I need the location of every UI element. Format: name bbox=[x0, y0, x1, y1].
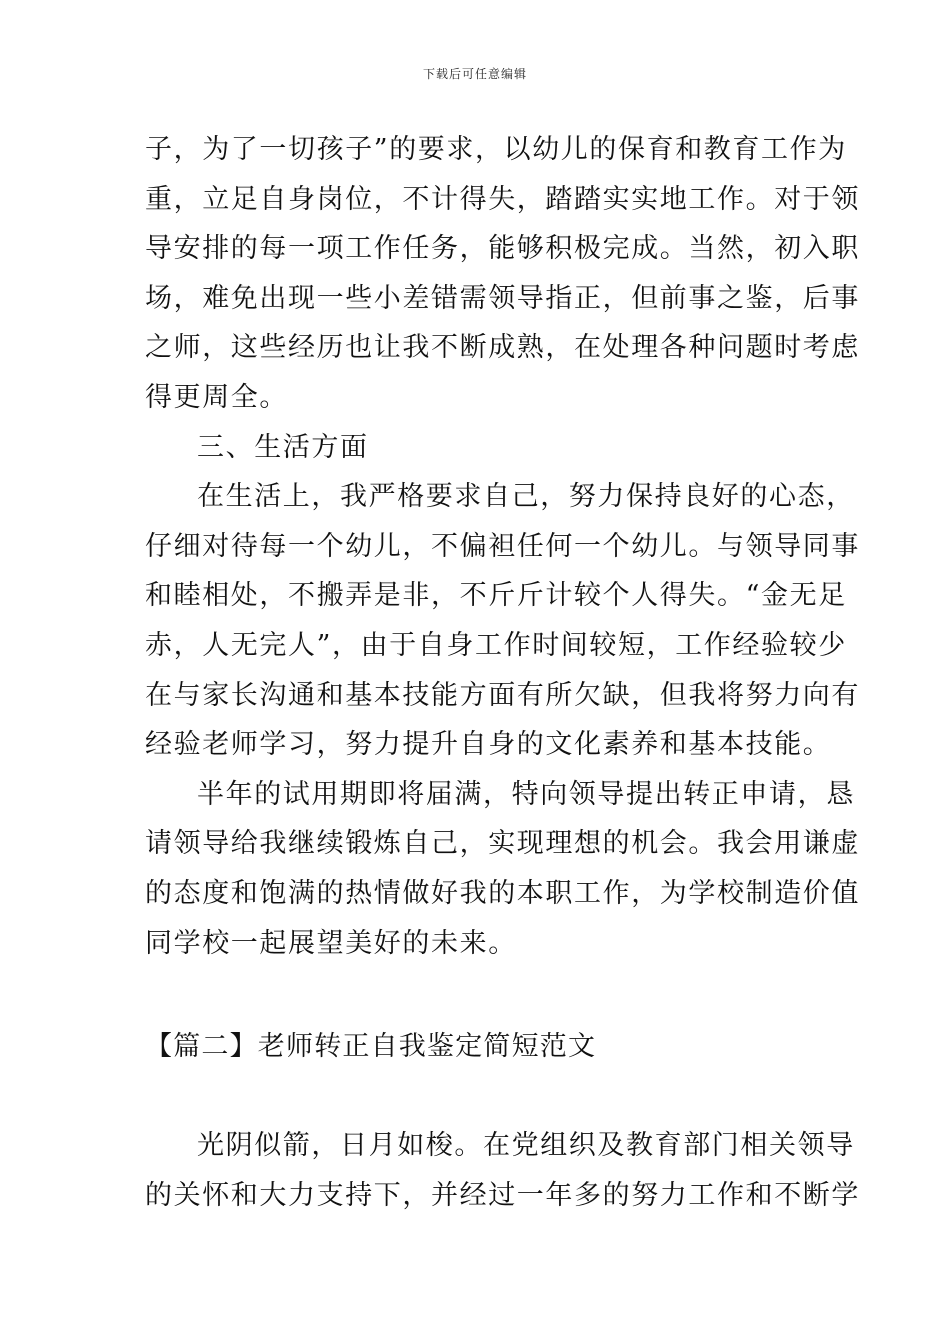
text-line: 经验老师学习，努力提升自身的文化素养和基本技能。 bbox=[145, 729, 832, 761]
text-line: 光阴似箭，日月如梭。在党组织及教育部门相关领导 bbox=[197, 1130, 855, 1161]
text-line: 仔细对待每一个幼儿，不偏袒任何一个幼儿。与领导同事 bbox=[145, 530, 860, 562]
text-line: 得更周全。 bbox=[145, 381, 288, 413]
paragraph-article-2-intro bbox=[145, 1121, 860, 1220]
text-line: 赤，人无完人”，由于自身工作时间较短，工作经验较少 bbox=[145, 629, 847, 661]
text-line: 重，立足自身岗位，不计得失，踏踏实实地工作。对于领 bbox=[145, 183, 860, 215]
paragraph-life bbox=[145, 472, 860, 770]
page-header: 下载后可任意编辑 bbox=[422, 67, 527, 81]
text-line: 在与家长沟通和基本技能方面有所欠缺，但我将努力向有 bbox=[145, 679, 860, 711]
text-line: 请领导给我继续锻炼自己，实现理想的机会。我会用谦虚 bbox=[145, 828, 860, 860]
text-line: 和睦相处，不搬弄是非，不斤斤计较个人得失。“金无足 bbox=[145, 580, 847, 612]
document-body bbox=[145, 125, 860, 968]
text-line: 导安排的每一项工作任务，能够积极完成。当然，初入职 bbox=[145, 233, 860, 265]
text-line: 场，难免出现一些小差错需领导指正，但前事之鉴，后事 bbox=[145, 282, 860, 314]
article-title: 【篇二】老师转正自我鉴定简短范文 bbox=[145, 1031, 597, 1062]
text-line: 子，为了一切孩子”的要求，以幼儿的保育和教育工作为 bbox=[145, 134, 847, 165]
text-line: 的态度和饱满的热情做好我的本职工作，为学校制造价值 bbox=[145, 877, 860, 909]
text-line: 的关怀和大力支持下，并经过一年多的努力工作和不断学 bbox=[145, 1179, 860, 1211]
section-heading-life: 三、生活方面 bbox=[197, 431, 369, 463]
text-line: 半年的试用期即将届满，特向领导提出转正申请，恳 bbox=[197, 778, 855, 810]
document-body-article-2 bbox=[145, 1121, 860, 1220]
text-line: 同学校一起展望美好的未来。 bbox=[145, 927, 517, 959]
paragraph-work-continued bbox=[145, 125, 860, 423]
text-line: 在生活上，我严格要求自己，努力保持良好的心态， bbox=[197, 481, 855, 513]
paragraph-conclusion bbox=[145, 770, 860, 968]
text-line: 之师，这些经历也让我不断成熟，在处理各种问题时考虑 bbox=[145, 332, 860, 364]
